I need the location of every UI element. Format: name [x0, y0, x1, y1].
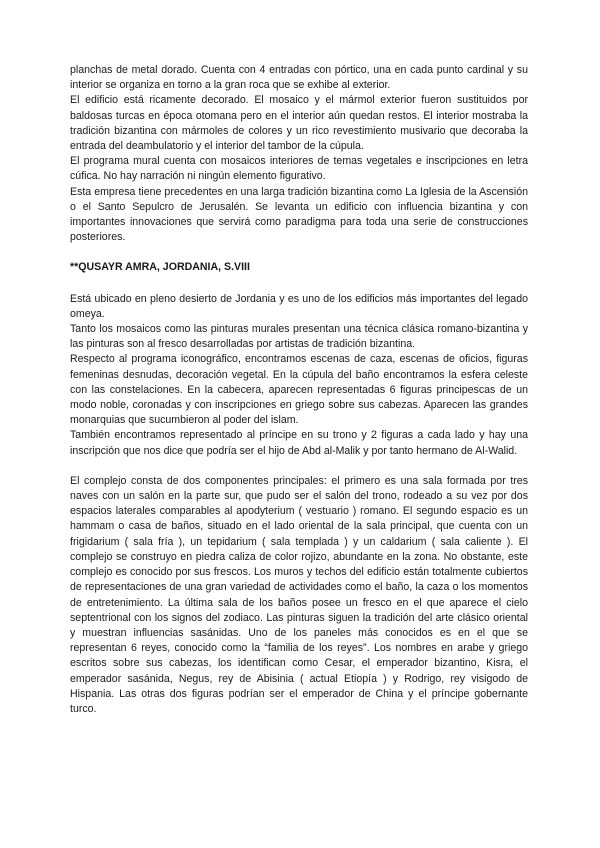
paragraph-dome-of-rock-plates: planchas de metal dorado. Cuenta con 4 entradas con pórtico, una en cada punto cardinal y su interior se organiza en torno a la gran roca que se exhibe al exterior.: [70, 64, 528, 92]
paragraph-iconography: Respecto al programa iconográfico, encontramos escenas de caza, escenas de oficios, figuras femeninas desnudas, decoración vegetal. En la cúpula del baño encontramos la esfera celeste con las constelaciones. En la cabecera, aparecen representadas 6 figuras principescas de un modo noble, coronadas y con inscripciones en griego sobre sus cabezas. Aparecen las grandes monarquias que sucumbieron al poder del islam.: [70, 353, 528, 427]
section-heading: **QUSAYR AMRA, JORDANIA, S.VIII: [70, 261, 250, 274]
paragraph-byzantine-precedents: Esta empresa tiene precedentes en una larga tradición bizantina como La Iglesia de la Ascensión o el Santo Sepulcro de Jerusalén. Se levanta un edificio con influencia bizantina y con importantes innovaciones que servirá como paradigma para toda una serie de construcciones posteriores.: [70, 185, 528, 244]
spacer: [70, 276, 528, 292]
paragraph-technique: Tanto los mosaicos como las pinturas murales presentan una técnica clásica romano-bizantina y las pinturas son al fresco desarrolladas por artistas de tradición bizantina.: [70, 323, 528, 351]
paragraph-location: Está ubicado en pleno desierto de Jordania y es uno de los edificios más importantes del legado omeya.: [70, 292, 528, 320]
paragraph-decoration: El edificio está ricamente decorado. El mosaico y el mármol exterior fueron sustituidos por baldosas turcas en época otomana pero en el interior aún quedan restos. El interior mostraba la tradición bizantina con mármoles de colores y un rico revestimiento musivario que decoraba la entrada del deambulatorio y el interior del tambor de la cúpula.: [70, 94, 528, 153]
spacer: [70, 459, 528, 474]
document-page: [70, 63, 528, 717]
paragraph-mural-program: El programa mural cuenta con mosaicos interiores de temas vegetales e inscripciones en letra cúfica. No hay narración ni ningún elemento figurativo.: [70, 155, 528, 183]
paragraph-prince: También encontramos representado al príncipe en su trono y 2 figuras a cada lado y hay una inscripción que nos dice que podría ser el hijo de Abd al-Malik y por tanto hermano de Al-Walid.: [70, 429, 528, 457]
spacer: [70, 245, 528, 260]
paragraph-complex-description: El complejo consta de dos componentes principales: el primero es una sala formada por tres naves con un salón en la parte sur, que pudo ser el salón del trono, rodeado a su vez por dos espacios laterales comparables al apodyterium ( vestuario ) romano. El segundo espacio es un hammam o casa de baños, situado en el lado oriental de la sala principal, que cuenta con un frigidarium ( sala fría ), un tepidarium ( sala templada ) y un caldarium ( sala caliente ). El complejo se construyo en piedra caliza de color rojizo, abundante en la zona. No obstante, este complejo es conocido por sus frescos. Los muros y techos del edificio están totalmente cubiertos de representaciones de una gran variedad de actividades como el baño, la caza o los momentos de entretenimiento. La última sala de los baños posee un fresco en el que aparece el cielo septentrional con los signos del zodiaco. Las pinturas siguen la tradición del arte clásico oriental y muestran influencias sasánidas. Uno de los paneles más conocidos es en el que se representan 6 reyes, conocido como la “familia de los reyes”. Los nombres en arabe y griego escritos sobre sus cabezas, los identifican como Cesar, el emperador bizantino, Kisra, el emperador sasánida, Negus, rey de Abisinia ( actual Etiopía ) y Rodrigo, rey visigodo de Hispania. Las otras dos figuras podrían ser el emperador de China y el príncipe gobernante turco.: [70, 474, 528, 715]
